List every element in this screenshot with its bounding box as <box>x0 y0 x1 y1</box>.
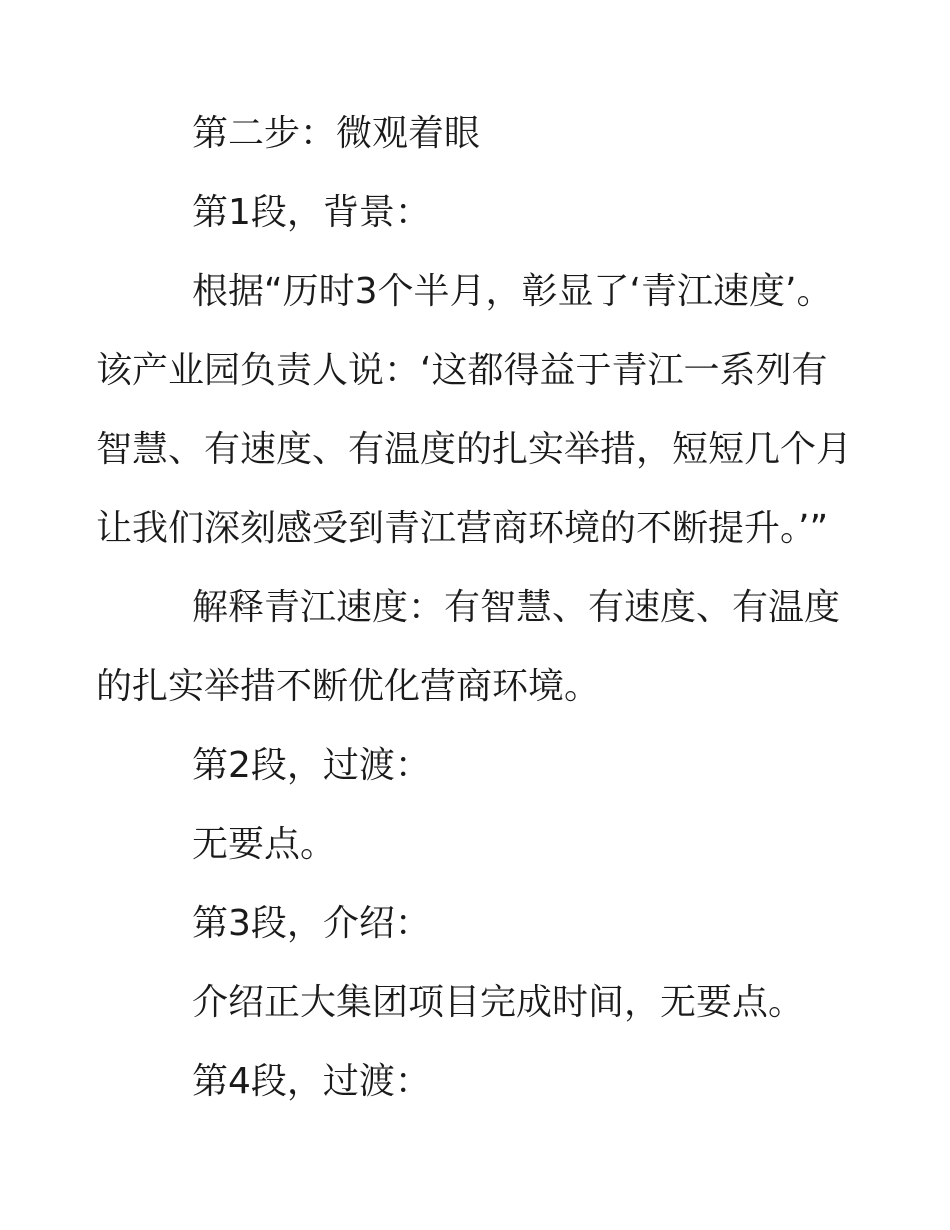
body-paragraph-explanation: 解释青江速度：有智慧、有速度、有温度的扎实举措不断优化营商环境。 <box>96 587 841 707</box>
step-heading: 第二步：微观着眼 <box>192 113 481 154</box>
body-paragraph-project-time: 介绍正大集团项目完成时间，无要点。 <box>192 982 805 1023</box>
section-heading-1: 第1段，背景： <box>192 192 431 233</box>
section-heading-3: 第3段，介绍： <box>192 903 431 944</box>
section-heading-2: 第2段，过渡： <box>192 745 431 786</box>
body-paragraph-quote: 根据“历时3个半月，彰显了‘青江速度’。该产业园负责人说：‘这都得益于青江一系列有智慧、有速度、有温度的扎实举措，短短几个月让我们深刻感受到青江营商环境的不断提升。’” <box>96 271 853 549</box>
section-heading-4: 第4段，过渡： <box>192 1061 431 1102</box>
body-paragraph-no-point-1: 无要点。 <box>192 824 337 865</box>
document-body <box>96 94 852 1121</box>
